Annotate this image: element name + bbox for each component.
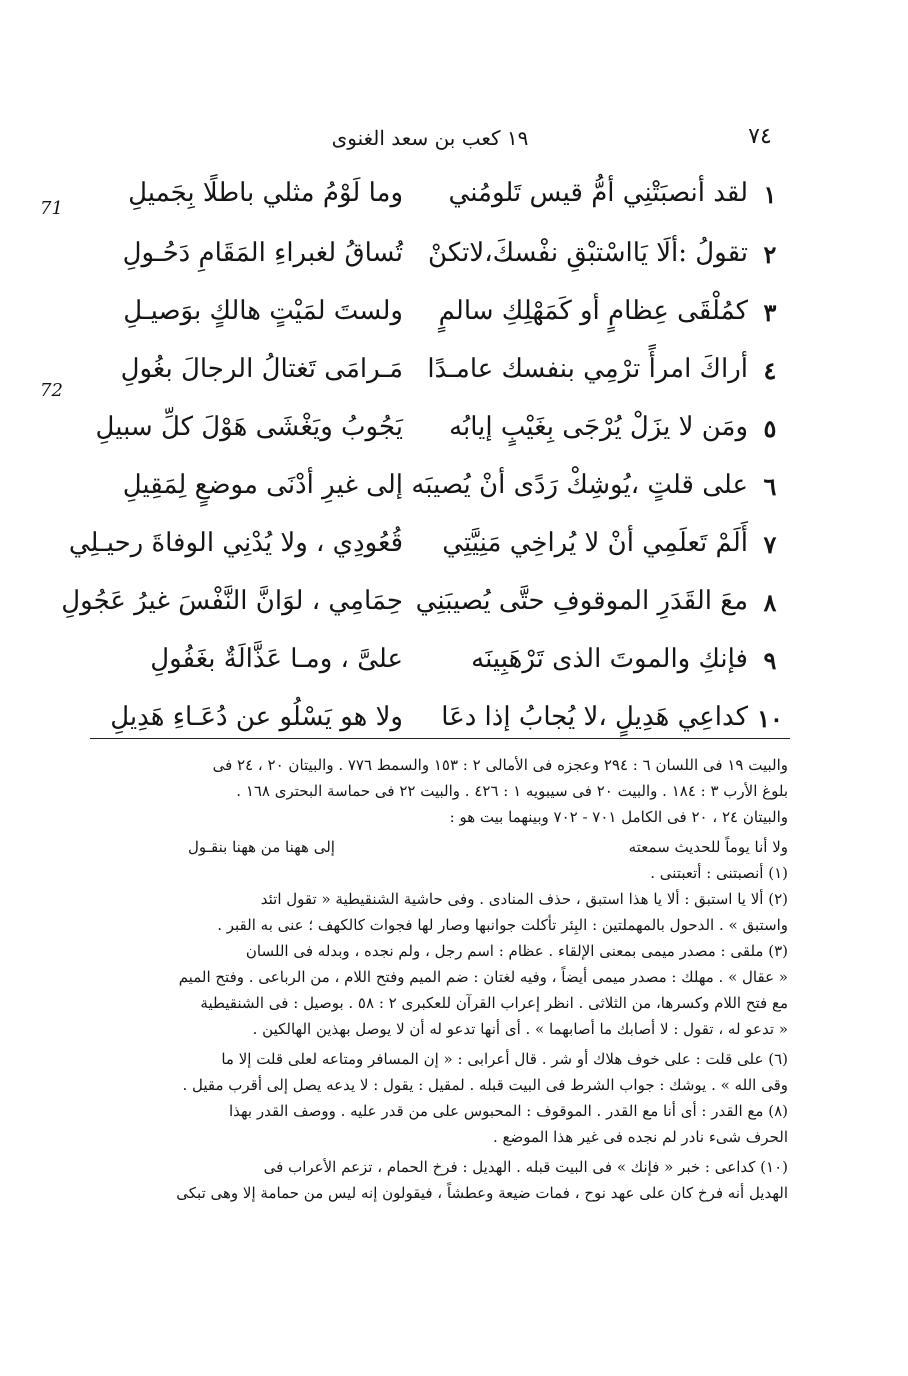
- first-hemistich: كمُلْقَى عِظامٍ أو كَمَهْلِكِ سالمٍ: [438, 296, 748, 326]
- first-hemistich: تقولُ :ألَا يَااسْتبْقِ نفْسكَ،لاتكنْ: [428, 238, 748, 268]
- second-hemistich: تُساقُ لغبراءِ المَقَامِ دَحُـولِ: [122, 238, 403, 268]
- running-head: ١٩ كعب بن سعد الغنوى: [331, 126, 529, 150]
- note-line: (١) أنصبتنى : أتعبتنى .: [650, 864, 788, 882]
- quoted-first-hemistich: ولا أنا يوماً للحديث سمعته: [628, 838, 788, 856]
- quoted-second-hemistich: إلى ههنا من ههنا بنقـول: [188, 838, 335, 856]
- note-line: الحرف شىء نادر لم نجده فى غير هذا الموضع .: [492, 1128, 788, 1146]
- verse: [0, 642, 908, 694]
- verse-number: ١٠: [757, 704, 783, 733]
- verse-number: ١: [763, 180, 777, 209]
- note-line: (٦) على قلت : على خوف هلاك أو شر . قال أعرابى : « إن المسافر ومتاعه لعلى قلت إلا ما: [221, 1050, 788, 1068]
- first-hemistich: كداعِي هَدِيلٍ ،لا يُجابُ إذا دعَا: [441, 702, 748, 732]
- verse: [0, 176, 908, 228]
- verse-number: ٥: [763, 414, 777, 443]
- note-line: الهديل أنه فرخ كان على عهد نوح ، فمات ضيعة وعطشاً ، فيقولون إنه ليس من حمامة إلا وهى تبكى: [176, 1184, 788, 1202]
- page-number: ٧٤: [748, 124, 772, 149]
- note-line: « عقال » . مهلك : مصدر ميمى أيضاً ، وفيه لغتان : ضم الميم وفتح اللام ، من الرباعى . وفتح الميم: [178, 968, 788, 986]
- verse: [0, 294, 908, 346]
- first-hemistich: فإنكِ والموتَ الذى تَرْهَبِينَه: [471, 644, 748, 674]
- first-hemistich: على قلتٍ ،يُوشِكْ رَدًى أنْ يُصيبَه: [411, 470, 748, 500]
- second-hemistich: وما لَوْمُ مثلي باطلًا بِجَميلِ: [128, 178, 403, 208]
- verse: [0, 236, 908, 288]
- verse-number: ٦: [763, 472, 777, 501]
- second-hemistich: مَـرامَى تَغتالُ الرجالَ بغُولِ: [120, 354, 403, 384]
- note-line: والبيت ١٩ فى اللسان ٦ : ٢٩٤ وعجزه فى الأمالى ٢ : ١٥٣ والسمط ٧٧٦ . والبيتان ٢٠ ، ٢٤ فى: [212, 756, 788, 774]
- note-line: (٣) ملقى : مصدر ميمى بمعنى الإلقاء . عظام : اسم رجل ، ولم نجده ، وبدله فى اللسان: [245, 942, 788, 960]
- verse: [0, 410, 908, 462]
- note-line: وقى الله » . يوشك : جواب الشرط فى البيت قبله . لمقيل : يقول : لا يدعه يصل إلى أقرب مقيل .: [182, 1076, 788, 1094]
- footnotes: [92, 752, 788, 1206]
- note-line: « تدعو له ، تقول : لا أصابك ما أصابهما » . أى أنها تدعو له أن لا يوصل بهذين الهالكين .: [252, 1020, 788, 1038]
- second-hemistich: علىَّ ، ومـا عَذَّالَةٌ بغَفُولِ: [150, 644, 403, 674]
- verse-number: ٣: [763, 298, 777, 327]
- margin-reference: 72: [40, 380, 63, 401]
- footnote-divider: [90, 738, 790, 739]
- verse-number: ٨: [763, 588, 777, 617]
- second-hemistich: إلى غيرِ أدْنَى موضعٍ لِمَقِيلِ: [122, 470, 403, 500]
- note-line: بلوغ الأرب ٣ : ١٨٤ . والبيت ٢٠ فى سيبويه ١ : ٤٢٦ . والبيت ٢٢ فى حماسة البحترى ١٦٨ .: [236, 782, 788, 800]
- verse-number: ٩: [763, 646, 777, 675]
- second-hemistich: ولا هو يَسْلُو عن دُعَـاءِ هَدِيلِ: [110, 702, 403, 732]
- note-line: والبيتان ٢٤ ، ٢٠ فى الكامل ٧٠١ - ٧٠٢ وبينهما بيت هو :: [449, 808, 788, 826]
- verse: [0, 352, 908, 404]
- second-hemistich: ولستَ لمَيْتٍ هالكٍ بوَصيـلِ: [123, 296, 403, 326]
- note-line: مع فتح اللام وكسرها، من الثلاثى . انظر إعراب القرآن للعكبرى ٢ : ٥٨ . بوصيل : فى الشنقيطية: [200, 994, 788, 1012]
- verse: [0, 700, 908, 752]
- verse: [0, 468, 908, 520]
- quoted-verse: [188, 834, 788, 860]
- first-hemistich: لقد أنصبَتْنِي أمُّ قيس تَلومُني: [448, 178, 748, 208]
- note-line: (٨) مع القدر : أى أنا مع القدر . الموقوف : المحبوس على من قدر عليه . ووصف القدر بهذا: [228, 1102, 788, 1120]
- margin-reference: 71: [40, 198, 63, 219]
- note-line: (١٠) كداعى : خبر « فإنك » فى البيت قبله . الهديل : فرخ الحمام ، تزعم الأعراب فى: [263, 1158, 788, 1176]
- verse-number: ٤: [763, 356, 777, 385]
- first-hemistich: أَلَمْ تَعلَمِي أنْ لا يُراخِي مَنِيَّتِي: [442, 528, 748, 558]
- verse: [0, 584, 908, 636]
- verse-number: ٢: [763, 240, 777, 269]
- first-hemistich: معَ القَدَرِ الموقوفِ حتَّى يُصيبَنِي: [415, 586, 748, 616]
- verse: [0, 526, 908, 578]
- verse-number: ٧: [763, 530, 777, 559]
- note-line: (٢) ألا يا استبق : ألا يا هذا استبق ، حذف المنادى . وفى حاشية الشنقيطية « تقول اتئد: [260, 890, 788, 908]
- note-line: واستبق » . الدحول بالمهملتين : البِئر تأكلت جوانبها وصار لها فجوات كالكهف ؛ عنى به القبر .: [217, 916, 788, 934]
- first-hemistich: أراكَ امرأً ترْمِي بنفسك عامـدًا: [427, 354, 748, 384]
- second-hemistich: يَجُوبُ ويَغْشَى هَوْلَ كلِّ سبيلِ: [95, 412, 403, 442]
- second-hemistich: قُعُودِي ، ولا يُدْنِي الوفاةَ رحيـلِي: [68, 528, 403, 558]
- second-hemistich: حِمَامِي ، لوَانَّ النَّفْسَ غيرُ عَجُولِ: [61, 586, 403, 616]
- first-hemistich: ومَن لا يزَلْ يُرْجَى بِغَيْبٍ إيابُه: [449, 412, 748, 442]
